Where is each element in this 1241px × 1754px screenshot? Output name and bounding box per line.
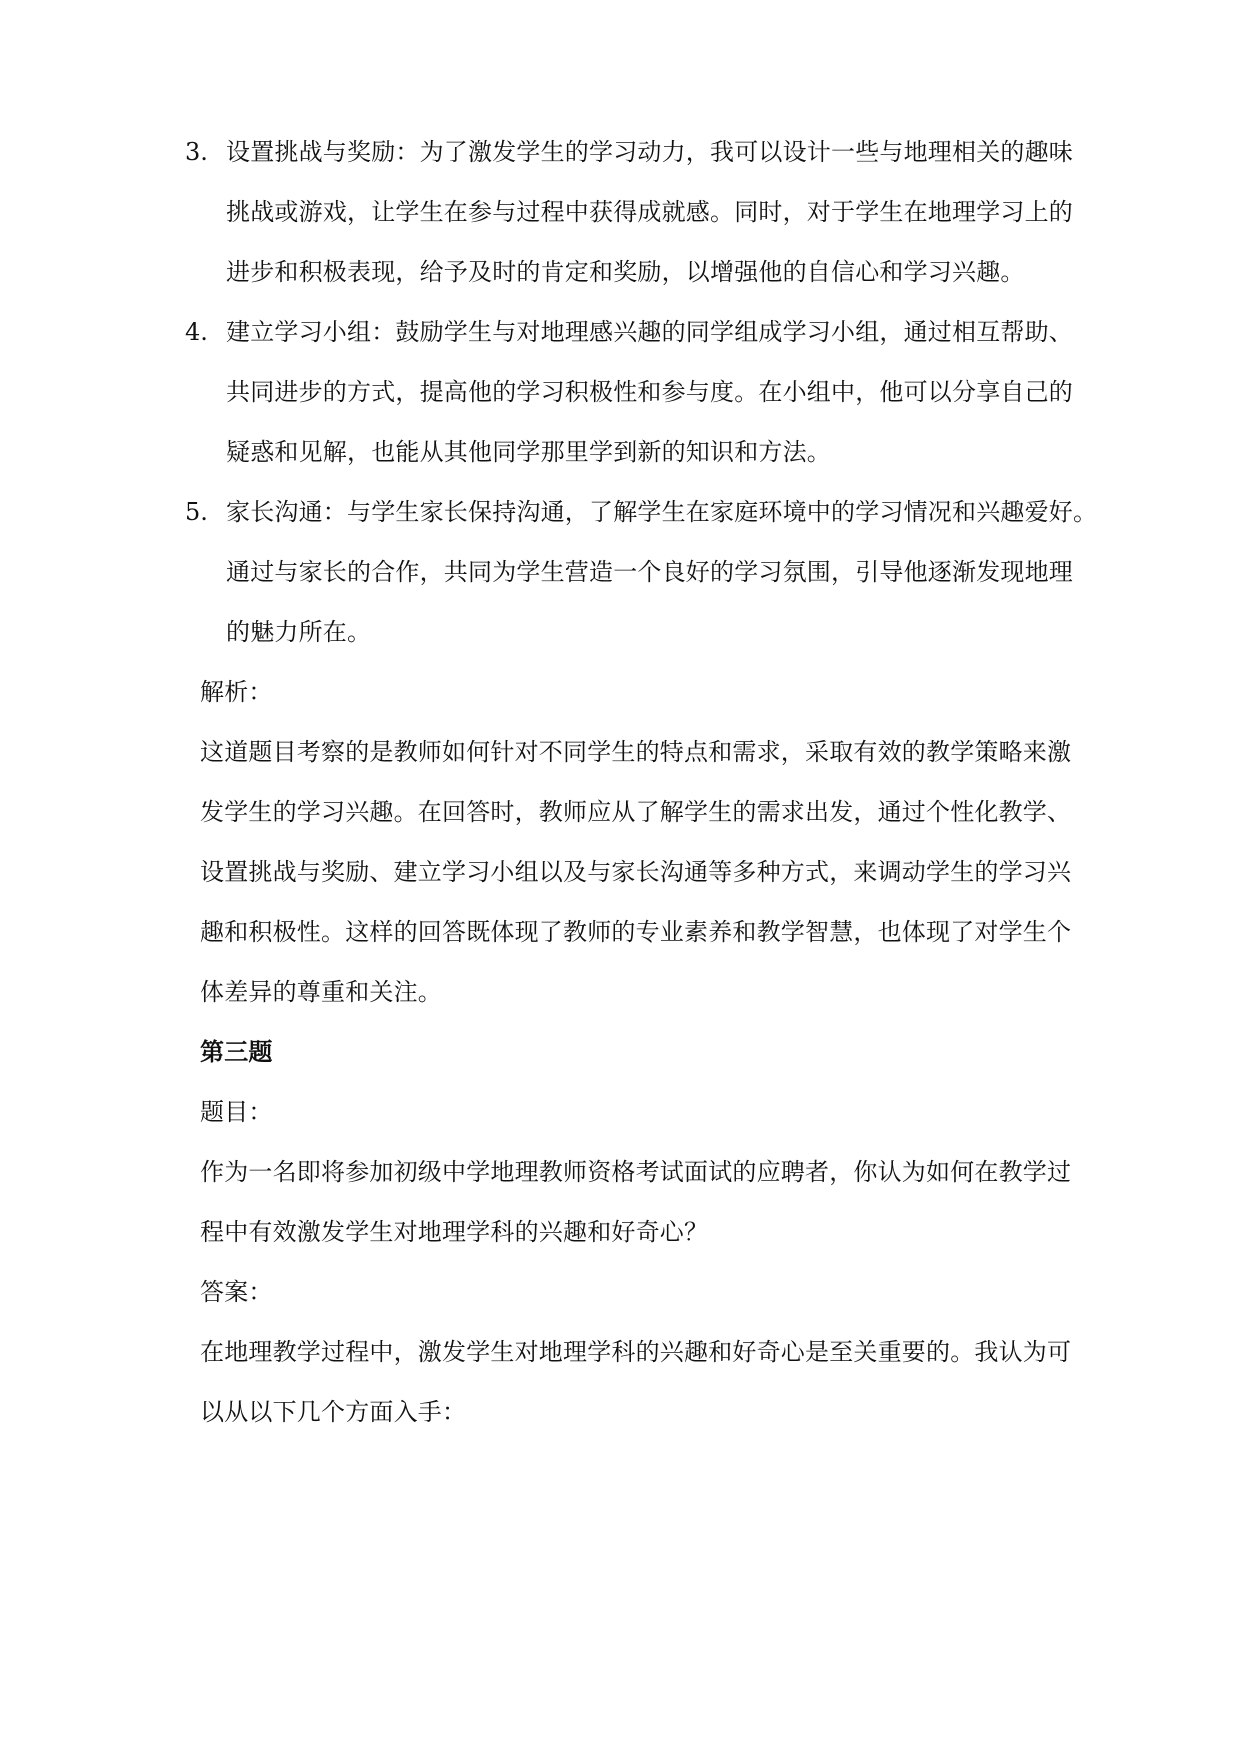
list-item-line: 建立学习小组：鼓励学生与对地理感兴趣的同学组成学习小组，通过相互帮助、	[226, 318, 1073, 346]
answer-line: 以从以下几个方面入手：	[200, 1398, 467, 1426]
question-label: 题目：	[200, 1098, 273, 1126]
analysis-line: 发学生的学习兴趣。在回答时，教师应从了解学生的需求出发，通过个性化教学、	[200, 798, 1072, 826]
answer-line: 在地理教学过程中，激发学生对地理学科的兴趣和好奇心是至关重要的。我认为可	[200, 1338, 1072, 1366]
list-item-line: 疑惑和见解，也能从其他同学那里学到新的知识和方法。	[226, 438, 831, 466]
section-title: 第三题	[200, 1037, 273, 1066]
list-item-line: 家长沟通：与学生家长保持沟通，了解学生在家庭环境中的学习情况和兴趣爱好。	[226, 498, 1098, 526]
list-number: 4.	[185, 318, 208, 346]
analysis-label: 解析：	[200, 678, 273, 706]
question-line: 程中有效激发学生对地理学科的兴趣和好奇心？	[200, 1218, 709, 1246]
analysis-line: 趣和积极性。这样的回答既体现了教师的专业素养和教学智慧，也体现了对学生个	[200, 918, 1072, 946]
list-item-line: 设置挑战与奖励：为了激发学生的学习动力，我可以设计一些与地理相关的趣味	[226, 138, 1073, 166]
list-item-line: 通过与家长的合作，共同为学生营造一个良好的学习氛围，引导他逐渐发现地理	[226, 558, 1073, 586]
analysis-line: 这道题目考察的是教师如何针对不同学生的特点和需求，采取有效的教学策略来激	[200, 738, 1072, 766]
analysis-line: 设置挑战与奖励、建立学习小组以及与家长沟通等多种方式，来调动学生的学习兴	[200, 858, 1072, 886]
analysis-line: 体差异的尊重和关注。	[200, 978, 442, 1006]
list-item-line: 共同进步的方式，提高他的学习积极性和参与度。在小组中，他可以分享自己的	[226, 378, 1073, 406]
list-number: 3.	[185, 138, 208, 166]
list-item-line: 进步和积极表现，给予及时的肯定和奖励，以增强他的自信心和学习兴趣。	[226, 258, 1025, 286]
list-item-line: 的魅力所在。	[226, 618, 372, 646]
answer-label: 答案：	[200, 1278, 273, 1306]
question-line: 作为一名即将参加初级中学地理教师资格考试面试的应聘者，你认为如何在教学过	[200, 1158, 1072, 1186]
list-number: 5.	[185, 498, 208, 526]
list-item-line: 挑战或游戏，让学生在参与过程中获得成就感。同时，对于学生在地理学习上的	[226, 198, 1073, 226]
